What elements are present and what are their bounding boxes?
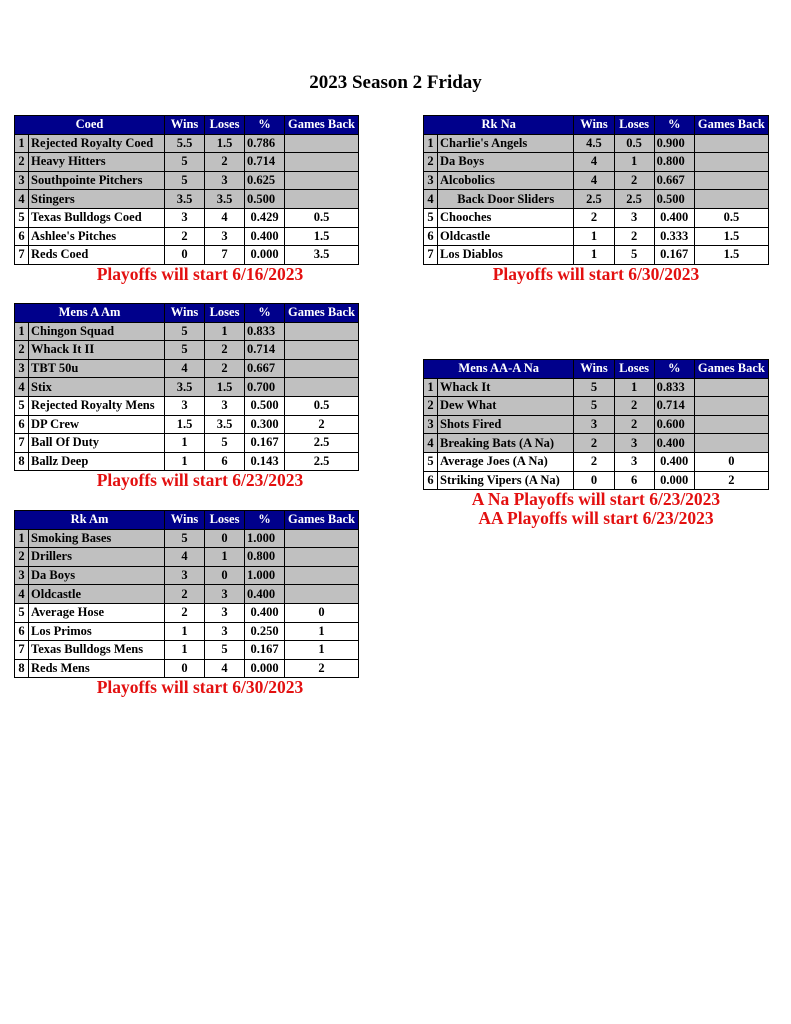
loses-cell: 1.5	[205, 378, 245, 397]
loses-cell: 3	[205, 622, 245, 641]
team-name-cell: Los Diablos	[438, 246, 574, 265]
loses-cell: 5	[205, 434, 245, 453]
loses-cell: 5	[614, 246, 654, 265]
win-pct-cell: 0.625	[245, 171, 285, 190]
rank-cell: 1	[15, 134, 29, 153]
playoffs-note-rk-na: Playoffs will start 6/30/2023	[492, 264, 700, 284]
playoffs-note-mens-a-am: Playoffs will start 6/23/2023	[96, 470, 304, 490]
games-back-cell: 2.5	[285, 434, 359, 453]
games-back-cell: 2	[285, 415, 359, 434]
loses-cell: 3.5	[205, 190, 245, 209]
wins-cell: 2	[574, 452, 614, 471]
wins-cell: 1.5	[165, 415, 205, 434]
rank-cell: 3	[15, 359, 29, 378]
rank-cell: 6	[15, 415, 29, 434]
games-back-cell: 0	[285, 603, 359, 622]
column-header-wins: Wins	[574, 360, 614, 379]
column-header-loses: Loses	[614, 116, 654, 135]
wins-cell: 4	[165, 359, 205, 378]
wins-cell: 1	[165, 434, 205, 453]
games-back-cell: 1	[285, 622, 359, 641]
team-name-cell: Alcobolics	[438, 171, 574, 190]
win-pct-cell: 0.400	[654, 434, 694, 453]
team-name-cell: Southpointe Pitchers	[29, 171, 165, 190]
team-name-cell: Stingers	[29, 190, 165, 209]
table-row	[15, 190, 359, 209]
loses-cell: 2	[205, 341, 245, 360]
table-row	[15, 246, 359, 265]
win-pct-cell: 0.429	[245, 208, 285, 227]
win-pct-cell: 0.167	[654, 246, 694, 265]
rank-cell: 7	[15, 246, 29, 265]
column-header-division: Mens A Am	[15, 304, 165, 323]
win-pct-cell: 0.300	[245, 415, 285, 434]
column-header-wins: Wins	[165, 304, 205, 323]
loses-cell: 1.5	[205, 134, 245, 153]
loses-cell: 1	[205, 548, 245, 567]
team-name-cell: Shots Fired	[438, 415, 574, 434]
team-name-cell: Da Boys	[438, 153, 574, 172]
team-name-cell: Reds Coed	[29, 246, 165, 265]
wins-cell: 4	[165, 548, 205, 567]
rank-cell: 5	[424, 208, 438, 227]
loses-cell: 3	[614, 452, 654, 471]
playoffs-note-aa: AA Playoffs will start 6/23/2023	[478, 508, 714, 528]
win-pct-cell: 0.714	[245, 341, 285, 360]
games-back-cell: 0.5	[285, 396, 359, 415]
column-header-loses: Loses	[205, 116, 245, 135]
team-name-cell: Dew What	[438, 397, 574, 416]
column-header-wins: Wins	[165, 511, 205, 530]
games-back-cell: 2.5	[285, 452, 359, 471]
rank-cell: 4	[15, 190, 29, 209]
loses-cell: 2	[205, 359, 245, 378]
team-name-cell: TBT 50u	[29, 359, 165, 378]
games-back-cell	[285, 190, 359, 209]
games-back-cell: 0	[694, 452, 768, 471]
win-pct-cell: 1.000	[245, 529, 285, 548]
wins-cell: 2	[165, 603, 205, 622]
table-row	[424, 471, 769, 490]
team-name-cell: DP Crew	[29, 415, 165, 434]
loses-cell: 3	[614, 434, 654, 453]
loses-cell: 3	[614, 208, 654, 227]
games-back-cell	[694, 434, 768, 453]
rank-cell: 4	[15, 585, 29, 604]
team-name-cell: Drillers	[29, 548, 165, 567]
wins-cell: 3.5	[165, 190, 205, 209]
games-back-cell	[285, 529, 359, 548]
win-pct-cell: 0.500	[654, 190, 694, 209]
games-back-cell	[285, 134, 359, 153]
team-name-cell: Chooches	[438, 208, 574, 227]
standings-table-rk-am	[14, 510, 359, 678]
loses-cell: 5	[205, 641, 245, 660]
page-title: 2023 Season 2 Friday	[309, 72, 482, 93]
column-header-pct: %	[245, 304, 285, 323]
table-row	[15, 359, 359, 378]
rank-cell: 5	[15, 208, 29, 227]
team-name-cell: Heavy Hitters	[29, 153, 165, 172]
rank-cell: 6	[15, 622, 29, 641]
loses-cell: 0.5	[614, 134, 654, 153]
win-pct-cell: 0.667	[245, 359, 285, 378]
win-pct-cell: 0.250	[245, 622, 285, 641]
rank-cell: 3	[424, 415, 438, 434]
games-back-cell	[694, 171, 768, 190]
loses-cell: 4	[205, 659, 245, 678]
column-header-division: Rk Na	[424, 116, 574, 135]
loses-cell: 1	[205, 322, 245, 341]
table-row	[15, 548, 359, 567]
rank-cell: 1	[15, 322, 29, 341]
games-back-cell: 1.5	[694, 246, 768, 265]
team-name-cell: Back Door Sliders	[438, 190, 574, 209]
team-name-cell: Average Hose	[29, 603, 165, 622]
games-back-cell: 1.5	[285, 227, 359, 246]
loses-cell: 3	[205, 585, 245, 604]
win-pct-cell: 0.500	[245, 190, 285, 209]
rank-cell: 5	[15, 603, 29, 622]
games-back-cell	[694, 190, 768, 209]
wins-cell: 2	[574, 208, 614, 227]
wins-cell: 5	[165, 322, 205, 341]
games-back-cell: 1	[285, 641, 359, 660]
games-back-cell	[694, 378, 768, 397]
win-pct-cell: 0.500	[245, 396, 285, 415]
rank-cell: 7	[424, 246, 438, 265]
column-header-loses: Loses	[614, 360, 654, 379]
rank-cell: 1	[15, 529, 29, 548]
team-name-cell: Chingon Squad	[29, 322, 165, 341]
table-row	[424, 415, 769, 434]
win-pct-cell: 0.714	[654, 397, 694, 416]
rank-cell: 1	[424, 134, 438, 153]
rank-cell: 6	[424, 227, 438, 246]
team-name-cell: Breaking Bats (A Na)	[438, 434, 574, 453]
rank-cell: 2	[15, 548, 29, 567]
wins-cell: 5	[574, 378, 614, 397]
wins-cell: 3	[574, 415, 614, 434]
wins-cell: 1	[165, 452, 205, 471]
playoffs-note-coed: Playoffs will start 6/16/2023	[96, 264, 304, 284]
table-row	[15, 585, 359, 604]
table-row	[15, 622, 359, 641]
games-back-cell: 3.5	[285, 246, 359, 265]
win-pct-cell: 0.400	[245, 227, 285, 246]
rank-cell: 4	[424, 190, 438, 209]
games-back-cell	[694, 153, 768, 172]
win-pct-cell: 0.167	[245, 641, 285, 660]
table-row	[15, 452, 359, 471]
wins-cell: 0	[165, 246, 205, 265]
win-pct-cell: 0.333	[654, 227, 694, 246]
table-row	[424, 452, 769, 471]
wins-cell: 4.5	[574, 134, 614, 153]
wins-cell: 1	[165, 641, 205, 660]
column-header-pct: %	[654, 360, 694, 379]
loses-cell: 2	[205, 153, 245, 172]
team-name-cell: Ballz Deep	[29, 452, 165, 471]
team-name-cell: Da Boys	[29, 566, 165, 585]
win-pct-cell: 1.000	[245, 566, 285, 585]
wins-cell: 1	[574, 246, 614, 265]
games-back-cell	[285, 359, 359, 378]
win-pct-cell: 0.800	[245, 548, 285, 567]
table-row	[424, 246, 769, 265]
games-back-cell: 1.5	[694, 227, 768, 246]
wins-cell: 2	[165, 227, 205, 246]
table-row	[15, 227, 359, 246]
rank-cell: 1	[424, 378, 438, 397]
rank-cell: 2	[15, 341, 29, 360]
wins-cell: 2	[165, 585, 205, 604]
wins-cell: 0	[165, 659, 205, 678]
games-back-cell: 0.5	[285, 208, 359, 227]
loses-cell: 1	[614, 153, 654, 172]
loses-cell: 0	[205, 529, 245, 548]
table-row	[424, 134, 769, 153]
column-header-games-back: Games Back	[285, 116, 359, 135]
games-back-cell: 0.5	[694, 208, 768, 227]
team-name-cell: Ball Of Duty	[29, 434, 165, 453]
loses-cell: 2	[614, 171, 654, 190]
win-pct-cell: 0.400	[245, 603, 285, 622]
loses-cell: 2	[614, 227, 654, 246]
win-pct-cell: 0.833	[245, 322, 285, 341]
loses-cell: 3	[205, 227, 245, 246]
column-header-loses: Loses	[205, 304, 245, 323]
rank-cell: 2	[424, 397, 438, 416]
table-row	[424, 378, 769, 397]
table-row	[424, 153, 769, 172]
team-name-cell: Striking Vipers (A Na)	[438, 471, 574, 490]
column-header-games-back: Games Back	[694, 360, 768, 379]
rank-cell: 3	[15, 566, 29, 585]
table-row	[424, 208, 769, 227]
table-row	[424, 171, 769, 190]
table-row	[15, 603, 359, 622]
team-name-cell: Oldcastle	[438, 227, 574, 246]
rank-cell: 2	[15, 153, 29, 172]
games-back-cell	[694, 134, 768, 153]
wins-cell: 5	[165, 171, 205, 190]
table-row	[424, 227, 769, 246]
rank-cell: 2	[424, 153, 438, 172]
table-row	[15, 641, 359, 660]
wins-cell: 4	[574, 171, 614, 190]
table-row	[15, 659, 359, 678]
rank-cell: 3	[424, 171, 438, 190]
column-header-pct: %	[654, 116, 694, 135]
rank-cell: 8	[15, 452, 29, 471]
games-back-cell	[285, 585, 359, 604]
standings-table-rk-na	[423, 115, 769, 265]
loses-cell: 1	[614, 378, 654, 397]
column-header-division: Mens AA-A Na	[424, 360, 574, 379]
table-row	[15, 434, 359, 453]
table-row	[15, 171, 359, 190]
standings-table-mens-aa-a-na	[423, 359, 769, 490]
win-pct-cell: 0.667	[654, 171, 694, 190]
loses-cell: 7	[205, 246, 245, 265]
team-name-cell: Stix	[29, 378, 165, 397]
win-pct-cell: 0.800	[654, 153, 694, 172]
wins-cell: 3.5	[165, 378, 205, 397]
rank-cell: 5	[424, 452, 438, 471]
loses-cell: 6	[614, 471, 654, 490]
column-header-division: Coed	[15, 116, 165, 135]
games-back-cell: 2	[285, 659, 359, 678]
table-row	[424, 190, 769, 209]
column-header-games-back: Games Back	[285, 511, 359, 530]
games-back-cell	[694, 415, 768, 434]
games-back-cell	[285, 171, 359, 190]
rank-cell: 7	[15, 434, 29, 453]
wins-cell: 3	[165, 396, 205, 415]
win-pct-cell: 0.000	[245, 246, 285, 265]
wins-cell: 1	[165, 622, 205, 641]
team-name-cell: Ashlee's Pitches	[29, 227, 165, 246]
team-name-cell: Charlie's Angels	[438, 134, 574, 153]
games-back-cell	[285, 341, 359, 360]
loses-cell: 4	[205, 208, 245, 227]
games-back-cell	[694, 397, 768, 416]
games-back-cell	[285, 153, 359, 172]
table-row	[15, 566, 359, 585]
wins-cell: 3	[165, 566, 205, 585]
column-header-loses: Loses	[205, 511, 245, 530]
loses-cell: 3.5	[205, 415, 245, 434]
win-pct-cell: 0.000	[245, 659, 285, 678]
wins-cell: 5	[165, 341, 205, 360]
rank-cell: 3	[15, 171, 29, 190]
games-back-cell	[285, 548, 359, 567]
wins-cell: 5	[574, 397, 614, 416]
loses-cell: 2	[614, 397, 654, 416]
win-pct-cell: 0.833	[654, 378, 694, 397]
team-name-cell: Oldcastle	[29, 585, 165, 604]
table-row	[15, 415, 359, 434]
win-pct-cell: 0.000	[654, 471, 694, 490]
team-name-cell: Whack It II	[29, 341, 165, 360]
table-row	[15, 378, 359, 397]
wins-cell: 0	[574, 471, 614, 490]
column-header-wins: Wins	[574, 116, 614, 135]
wins-cell: 1	[574, 227, 614, 246]
table-row	[15, 396, 359, 415]
loses-cell: 3	[205, 396, 245, 415]
team-name-cell: Los Primos	[29, 622, 165, 641]
wins-cell: 5.5	[165, 134, 205, 153]
column-header-games-back: Games Back	[285, 304, 359, 323]
wins-cell: 2	[574, 434, 614, 453]
win-pct-cell: 0.400	[654, 208, 694, 227]
playoffs-note-rk-am: Playoffs will start 6/30/2023	[96, 677, 304, 697]
wins-cell: 2.5	[574, 190, 614, 209]
rank-cell: 7	[15, 641, 29, 660]
loses-cell: 0	[205, 566, 245, 585]
team-name-cell: Reds Mens	[29, 659, 165, 678]
column-header-wins: Wins	[165, 116, 205, 135]
win-pct-cell: 0.714	[245, 153, 285, 172]
loses-cell: 2.5	[614, 190, 654, 209]
games-back-cell	[285, 566, 359, 585]
win-pct-cell: 0.167	[245, 434, 285, 453]
loses-cell: 6	[205, 452, 245, 471]
table-row	[15, 208, 359, 227]
table-row	[15, 529, 359, 548]
standings-table-mens-a-am	[14, 303, 359, 471]
rank-cell: 4	[15, 378, 29, 397]
column-header-pct: %	[245, 511, 285, 530]
team-name-cell: Texas Bulldogs Mens	[29, 641, 165, 660]
rank-cell: 4	[424, 434, 438, 453]
games-back-cell	[285, 378, 359, 397]
table-row	[424, 434, 769, 453]
table-row	[15, 341, 359, 360]
win-pct-cell: 0.786	[245, 134, 285, 153]
team-name-cell: Smoking Bases	[29, 529, 165, 548]
team-name-cell: Average Joes (A Na)	[438, 452, 574, 471]
column-header-pct: %	[245, 116, 285, 135]
team-name-cell: Whack It	[438, 378, 574, 397]
team-name-cell: Rejected Royalty Coed	[29, 134, 165, 153]
wins-cell: 4	[574, 153, 614, 172]
column-header-division: Rk Am	[15, 511, 165, 530]
win-pct-cell: 0.700	[245, 378, 285, 397]
loses-cell: 3	[205, 171, 245, 190]
rank-cell: 8	[15, 659, 29, 678]
table-row	[15, 322, 359, 341]
loses-cell: 2	[614, 415, 654, 434]
table-row	[15, 134, 359, 153]
win-pct-cell: 0.143	[245, 452, 285, 471]
standings-table-coed	[14, 115, 359, 265]
table-row	[15, 153, 359, 172]
games-back-cell: 2	[694, 471, 768, 490]
wins-cell: 5	[165, 153, 205, 172]
table-row	[424, 397, 769, 416]
rank-cell: 6	[15, 227, 29, 246]
games-back-cell	[285, 322, 359, 341]
win-pct-cell: 0.600	[654, 415, 694, 434]
rank-cell: 6	[424, 471, 438, 490]
playoffs-note-a-na: A Na Playoffs will start 6/23/2023	[471, 489, 721, 509]
team-name-cell: Texas Bulldogs Coed	[29, 208, 165, 227]
team-name-cell: Rejected Royalty Mens	[29, 396, 165, 415]
rank-cell: 5	[15, 396, 29, 415]
wins-cell: 5	[165, 529, 205, 548]
column-header-games-back: Games Back	[694, 116, 768, 135]
win-pct-cell: 0.400	[654, 452, 694, 471]
wins-cell: 3	[165, 208, 205, 227]
win-pct-cell: 0.400	[245, 585, 285, 604]
win-pct-cell: 0.900	[654, 134, 694, 153]
loses-cell: 3	[205, 603, 245, 622]
